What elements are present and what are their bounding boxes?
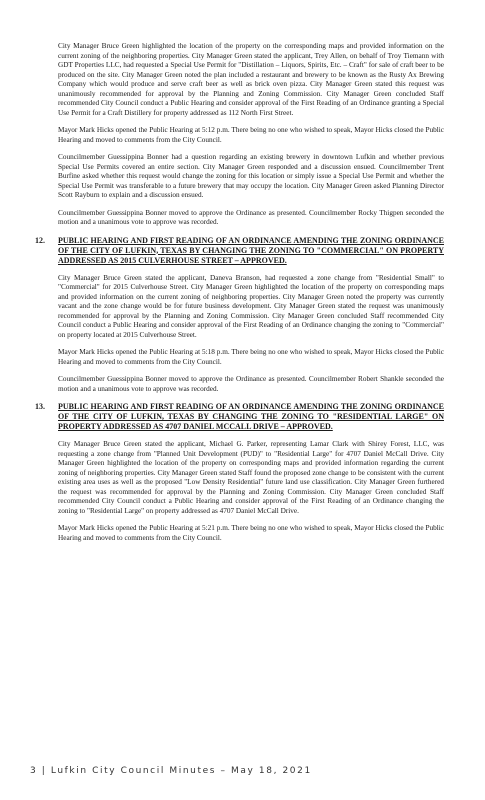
paragraph: Councilmember Guessippina Bonner had a question regarding an existing brewery in downtown Lufkin and whether previous Special Use Permits covered an entire section. City Manager Green responded and a discussion ensued. Councilmember Trent Burfine asked whether this request would change the zoning for this location or simply issue a Special Use Permit and whether the Special Use Permit was transferable to a future brewery that may occupy the location. City Manager Green asked Planning Director Scott Rayburn to explain and a discussion ensued. — [58, 153, 444, 199]
paragraph: City Manager Bruce Green stated the applicant, Daneva Branson, had requested a zone change from "Residential Small" to "Commercial" for 2015 Culverhouse Street. City Manager Green highlighted the location of the property on corresponding maps and provided information on the current zoning of neighboring properties. City Manager Green noted the property was currently vacant and the zone change would be for future business development. City Manager Green stated the request was unanimously recommended for approval by the Planning and Zoning Commission. City Manager Green concluded Staff recommended City Council conduct a Public Hearing and consider approval of the First Reading of an Ordinance changing the zoning to "Commercial" on property located at 2015 Culverhouse Street. — [58, 273, 444, 339]
paragraph: Councilmember Guessippina Bonner moved to approve the Ordinance as presented. Councilmember Robert Shankle seconded the motion and a unanimous vote to approve was recorded. — [58, 375, 444, 393]
item-number: 13. — [35, 402, 45, 411]
item-heading: PUBLIC HEARING AND FIRST READING OF AN ORDINANCE AMENDING THE ZONING ORDINANCE OF THE CITY OF LUFKIN, TEXAS BY CHANGING THE ZONING TO "RESIDENTIAL LARGE" ON PROPERTY ADDRESSED AS 4707 DANIEL MCCALL DRIVE – APPROVED. — [58, 402, 444, 431]
paragraph: Mayor Mark Hicks opened the Public Hearing at 5:18 p.m. There being no one who wished to speak, Mayor Hicks closed the Public Hearing and moved to comments from the City Council. — [58, 348, 444, 366]
paragraph: City Manager Bruce Green highlighted the location of the property on the corresponding maps and provided information on the current zoning of the neighboring properties. City Manager Green stated the applicant, Trey Allen, on behalf of Troy Tiemann with GDT Properties LLC, had requested a Special Use Permit for "Distillation – Liquors, Spirits, Etc. – Craft" for sale of craft beer to be produced on the site. City Manager Green noted the plan included a restaurant and brewery to be known as the Rusty Ax Brewing Company which would produce and serve craft beer as well as brick oven pizza. City Manager Green stated this request was unanimously recommended for approval by the Planning and Zoning Commission. City Manager Green concluded Staff recommended City Council conduct a Public Hearing and consider approval of the First Reading of an Ordinance granting a Special Use Permit for a Craft Distillery for property addressed as 112 North First Street. — [58, 42, 444, 117]
paragraph: Mayor Mark Hicks opened the Public Hearing at 5:21 p.m. There being no one who wished to speak, Mayor Hicks closed the Public Hearing and moved to comments from the City Council. — [58, 524, 444, 542]
agenda-item-12 — [35, 235, 444, 266]
item-heading: PUBLIC HEARING AND FIRST READING OF AN ORDINANCE AMENDING THE ZONING ORDINANCE OF THE CITY OF LUFKIN, TEXAS BY CHANGING THE ZONING TO "COMMERCIAL" ON PROPERTY ADDRESSED AS 2015 CULVERHOUSE STREET – APPROVED. — [58, 235, 444, 265]
agenda-item-13 — [35, 402, 444, 432]
document-body — [35, 42, 444, 551]
paragraph: Councilmember Guessippina Bonner moved to approve the Ordinance as presented. Councilmember Rocky Thigpen seconded the motion and a unanimous vote to approve was recorded. — [58, 208, 444, 226]
page-footer: 3 | Lufkin City Council Minutes – May 18, 2021 — [30, 766, 312, 776]
paragraph: City Manager Bruce Green stated the applicant, Michael G. Parker, representing Lamar Clark with Shirey Forest, LLC, was requesting a zone change from "Planned Unit Development (PUD)" to "Residential Large" for 4707 Daniel McCall Drive. City Manager Green highlighted the location of the property on corresponding maps and provided information regarding the current zoning of neighboring properties. City Manager Green stated Staff found the proposed zone change to be consistent with the current existing area uses as well as the proposed "Low Density Residential" future land use classification. City Manager Green furthered the request was recommended for approval by the Planning and Zoning Commission. City Manager Green concluded Staff recommended City Council conduct a Public Hearing and consider approval of the First Reading of an Ordinance changing the zoning to "Residential Large" on property addressed as 4707 Daniel McCall Drive. — [58, 440, 444, 515]
paragraph: Mayor Mark Hicks opened the Public Hearing at 5:12 p.m. There being no one who wished to speak, Mayor Hicks closed the Public Hearing and moved to comments from the City Council. — [58, 126, 444, 144]
item-number: 12. — [35, 235, 45, 245]
